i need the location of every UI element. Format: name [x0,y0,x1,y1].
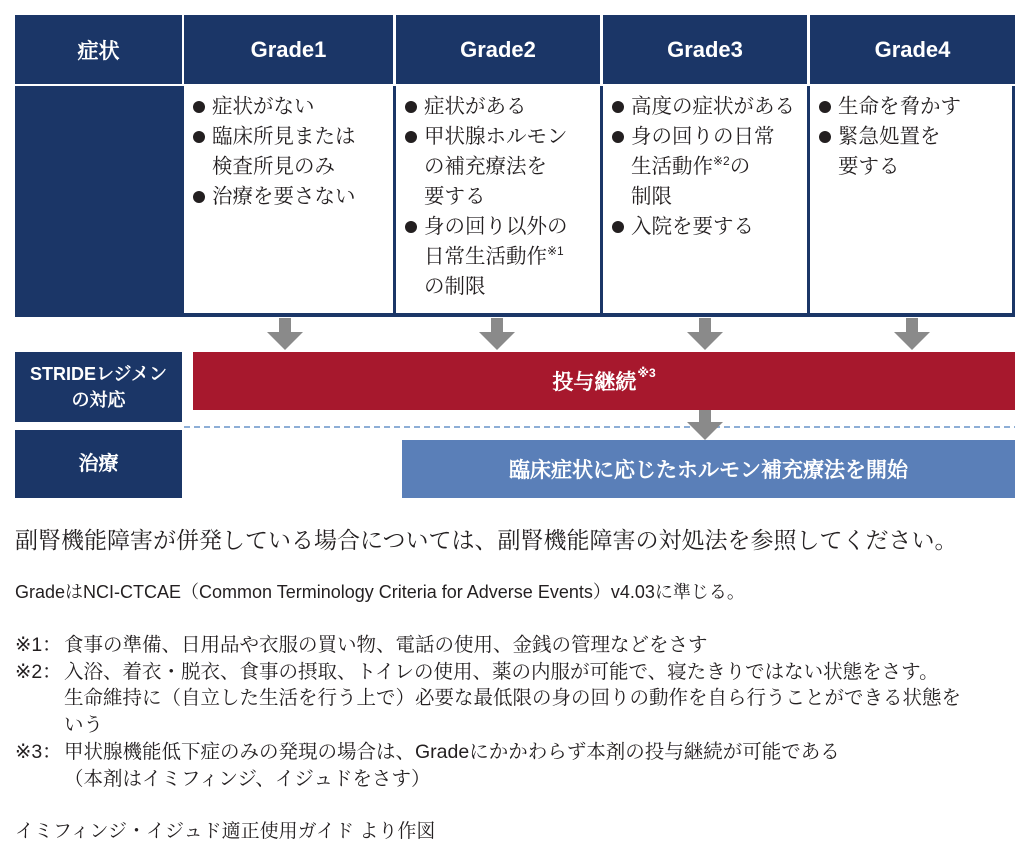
bullet-icon [612,221,624,233]
down-arrow-icon [479,318,515,350]
down-arrow-icon [894,318,930,350]
header-symptom-label: 症状 [15,15,182,84]
criteria-line: 緊急処置を [838,125,941,148]
footnote-ref: ※3 [637,366,656,380]
criteria-text [631,122,775,212]
criteria-line: 検査所見のみ [212,155,335,178]
criteria-line-text: 日常生活動作 [424,245,547,268]
criteria-line: 症状がない [212,95,315,118]
criteria-bullet [193,92,393,122]
criteria-line [631,152,775,182]
criteria-line: の補充療法を [424,155,547,178]
hormone-replacement-bar [402,440,1015,498]
criteria-text [212,92,315,122]
down-arrow-icon [267,318,303,350]
down-arrow-icon [687,318,723,350]
footnote-line: 入浴、着衣・脱衣、食事の摂取、トイレの使用、薬の内服が可能で、寝たきりではない状態をさす。 [64,660,939,683]
criteria-bullet [819,122,1012,182]
criteria-line: 高度の症状がある [631,95,795,118]
bullet-icon [405,131,417,143]
criteria-bullet [612,92,807,122]
criteria-bullet [193,182,393,212]
criteria-bullet [405,122,600,212]
footnote [15,632,961,659]
bullet-icon [612,131,624,143]
footnote-mark: ※2： [15,660,62,683]
criteria-text [631,92,795,122]
criteria-bullet [405,92,600,122]
criteria-text [838,92,961,122]
criteria-line: の制限 [424,275,486,298]
footnotes [15,632,961,792]
criteria-bullet [819,92,1012,122]
source-credit: イミフィンジ・イジュド適正使用ガイド より作図 [15,821,436,842]
bullet-icon [612,101,624,113]
continue-dosing-text: 投与継続 [552,371,637,394]
bullet-icon [193,101,205,113]
bullet-icon [819,131,831,143]
criteria-line-text: の [729,155,751,178]
criteria-text [424,212,568,302]
criteria-bullet [612,212,807,242]
criteria-line: 身の回り以外の [424,215,568,238]
criteria-line: 治療を要さない [212,185,356,208]
grade3-criteria-cell [603,84,807,313]
criteria-bullet [193,122,393,182]
adrenal-note: 副腎機能障害が併発している場合については、副腎機能障害の対処法を参照してください。 [15,527,958,553]
criteria-text [212,182,356,212]
stride-regimen-label-line: STRIDEレジメン [29,364,167,384]
continue-dosing-bar [193,352,1015,410]
header-grade3: Grade3 [603,15,807,84]
criteria-text [424,122,568,212]
criteria-text [631,212,754,242]
hormone-replacement-text: 臨床症状に応じたホルモン補充療法を開始 [509,459,908,482]
header-grade1: Grade1 [184,15,393,84]
criteria-bullet [612,122,807,212]
bullet-icon [193,191,205,203]
bullet-icon [405,101,417,113]
footnote-mark: ※1： [15,634,62,656]
criteria-line: 制限 [631,185,672,208]
criteria-line: 入院を要する [631,215,754,238]
grade1-criteria-cell [184,84,393,313]
criteria-line [424,242,568,272]
footnote-line: 生命維持に（自立した生活を行う上で）必要な最低限の身の回りの動作を自ら行うことができる状態を [64,687,962,710]
footnote-body [64,659,961,739]
header-grade4: Grade4 [810,15,1015,84]
treatment-label [15,430,182,498]
footnote-line: （本剤はイミフィンジ、イジュドをさす） [64,767,431,790]
footnote-line: 食事の準備、日用品や衣服の買い物、電話の使用、金銭の管理などをさす [64,634,708,656]
row-separator-dashed-line [184,425,1015,429]
footnote-body [64,739,840,792]
footnote-line: いう [64,714,104,737]
down-arrow-icon [687,410,723,440]
criteria-text [838,122,941,182]
grade2-criteria-cell [396,84,600,313]
footnote-line: 甲状腺機能低下症のみの発現の場合は、Gradeにかかわらず本剤の投与継続が可能である [64,740,840,763]
bullet-icon [193,131,205,143]
criteria-line: 要する [424,185,486,208]
footnote [15,739,961,792]
criteria-bullet [405,212,600,302]
criteria-line: 身の回りの日常 [631,125,775,148]
criteria-line: 症状がある [424,95,527,118]
footnote [15,659,961,739]
criteria-text [424,92,527,122]
grade-criteria-note: GradeはNCI-CTCAE（Common Terminology Criteria for Adverse Events）v4.03に準じる。 [15,582,745,602]
grade4-criteria-cell [810,84,1012,313]
footnote-body [64,632,708,659]
criteria-line: 生命を脅かす [838,95,961,118]
stride-regimen-label [15,352,182,422]
header-grade2: Grade2 [396,15,600,84]
bullet-icon [819,101,831,113]
footnote-ref: ※1 [547,244,564,258]
criteria-text [212,122,356,182]
footnote-mark: ※3： [15,740,62,763]
criteria-line: 甲状腺ホルモン [424,125,568,148]
criteria-line: 臨床所見または [212,125,356,148]
treatment-label-text: 治療 [78,453,119,475]
footnote-ref: ※2 [713,154,730,168]
criteria-line: 要する [838,155,900,178]
stride-regimen-label-line: の対応 [71,390,126,410]
bullet-icon [405,221,417,233]
criteria-line-text: 生活動作 [631,155,713,178]
